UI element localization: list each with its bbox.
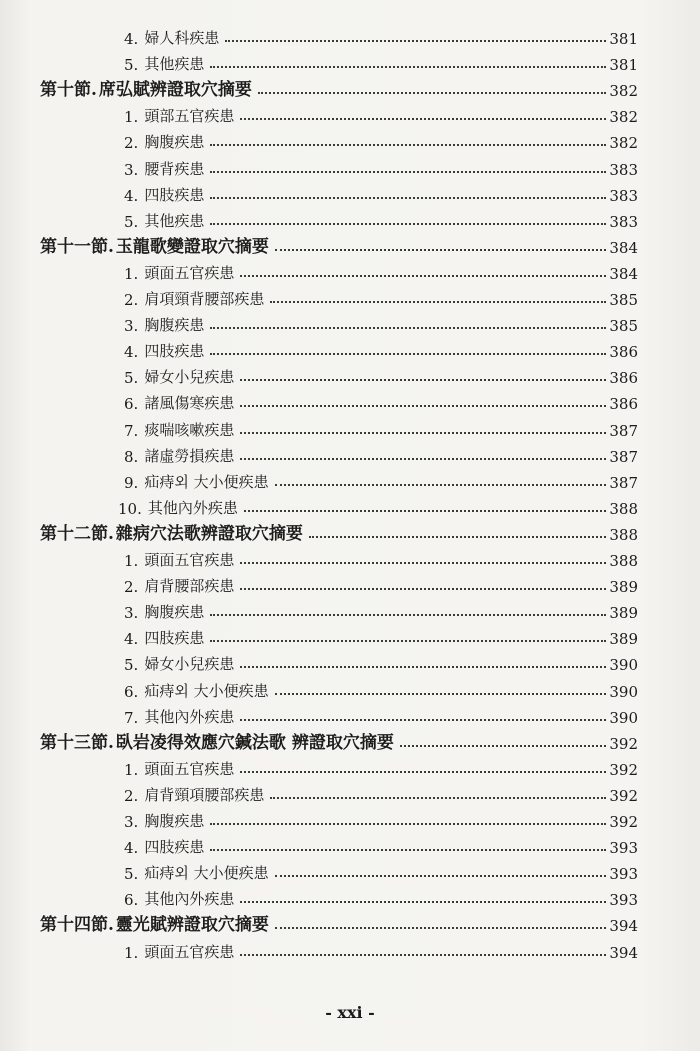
toc-entry-title: 其他疾患 [144, 55, 205, 74]
dot-leader [240, 117, 606, 120]
toc-item-row [124, 414, 638, 440]
dot-leader [240, 718, 606, 721]
dot-leader [240, 457, 606, 460]
toc-entry-number: 4. [124, 30, 139, 48]
toc-page-number: 392 [609, 734, 638, 753]
dot-leader [210, 170, 606, 173]
toc-entry-title: 肩背頸項腰部疾患 [144, 785, 265, 804]
dot-leader [210, 822, 606, 825]
toc-entry-number: 1. [124, 760, 139, 779]
toc-page-number: 383 [609, 212, 638, 231]
dot-leader [240, 953, 606, 956]
toc-entry-title: 其他內外疾患 [147, 498, 238, 517]
toc-item-row [124, 466, 638, 492]
toc-entry-number: 1. [124, 943, 139, 962]
toc-item-row [124, 283, 638, 309]
dot-leader [258, 91, 606, 94]
dot-leader [275, 692, 607, 695]
dot-leader [210, 352, 606, 355]
toc-entry-title: 四肢疾患 [144, 629, 205, 648]
toc-entry-number: 3. [124, 160, 139, 179]
toc-item-row [124, 361, 638, 387]
toc-entry-number: 1. [124, 108, 139, 127]
toc-page-number: 392 [609, 786, 638, 805]
toc-entry-number: 2. [124, 578, 139, 597]
toc-page-number: 387 [609, 447, 638, 466]
toc-item-row [124, 179, 638, 205]
toc-entry-number: 9. [124, 473, 139, 492]
toc-page-number: 389 [609, 630, 638, 649]
toc-page-number: 392 [609, 813, 638, 831]
toc-page-number: 388 [609, 499, 638, 518]
toc-item-row [124, 648, 638, 674]
toc-page-number: 382 [609, 82, 638, 101]
dot-leader [240, 770, 606, 773]
dot-leader [210, 65, 606, 68]
toc-entry-number: 5. [124, 656, 139, 675]
toc-entry-title: 疝痔외 大小便疾患 [144, 864, 269, 883]
toc-item-row [124, 100, 638, 126]
toc-entry-number: 第十三節. [40, 732, 114, 753]
toc-section-row [40, 727, 638, 753]
dot-leader [210, 143, 606, 146]
toc-page-number: 386 [609, 395, 638, 414]
toc-entry-title: 臥岩凌得效應穴鍼法歌 辨證取穴摘要 [115, 732, 394, 753]
dot-leader [275, 248, 606, 251]
toc-entry-number: 1. [124, 552, 139, 570]
toc-item-row [124, 48, 638, 74]
dot-leader [275, 874, 607, 877]
toc-entry-title: 腰背疾患 [144, 159, 205, 178]
toc-entry-number: 4. [124, 630, 139, 649]
toc-item-row [124, 335, 638, 361]
toc-item-row [124, 22, 638, 48]
toc-entry-title: 胸腹疾患 [144, 603, 205, 622]
toc-entry-number: 3. [124, 604, 139, 623]
toc-entry-title: 其他內外疾患 [144, 890, 235, 909]
toc-entry-title: 痰喘咳嗽疾患 [144, 420, 235, 439]
dot-leader [244, 509, 606, 512]
toc-item-row [124, 126, 638, 152]
dot-leader [270, 796, 606, 799]
toc-entry-title: 婦人科疾患 [144, 29, 220, 47]
dot-leader [240, 431, 606, 434]
toc-entry-title: 胸腹疾患 [144, 812, 205, 830]
page-footer-number: - xxi - [325, 1003, 375, 1022]
toc-page-number: 394 [609, 943, 638, 962]
toc-entry-number: 5. [124, 56, 139, 75]
dot-leader [210, 639, 606, 642]
toc-item-row [124, 205, 638, 231]
toc-entry-number: 5. [124, 369, 139, 388]
toc-entry-title: 肩項頸背腰部疾患 [144, 290, 265, 308]
toc-entry-number: 第十四節. [40, 915, 114, 936]
toc-entry-number: 3. [124, 317, 139, 336]
toc-item-row [124, 675, 638, 701]
toc-entry-title: 四肢疾患 [144, 838, 205, 857]
dot-leader [275, 483, 607, 486]
toc-item-row [124, 387, 638, 413]
toc-item-row [124, 570, 638, 596]
dot-leader [309, 535, 606, 538]
dot-leader [240, 274, 606, 277]
toc-page-number: 382 [609, 108, 638, 127]
toc-section-row [40, 909, 638, 935]
toc-entry-title: 頭部五官疾患 [144, 107, 235, 126]
toc-entry-number: 5. [124, 865, 139, 884]
toc-section-row [40, 74, 638, 100]
toc-entry-title: 胸腹疾患 [144, 316, 205, 335]
toc-entry-title: 肩背腰部疾患 [144, 577, 235, 596]
toc-item-row [124, 596, 638, 622]
toc-item-row [124, 936, 638, 962]
toc-entry-title: 婦女小兒疾患 [144, 368, 235, 387]
toc-entry-number: 5. [124, 212, 139, 231]
toc-page-number: 390 [609, 656, 638, 675]
dot-leader [400, 744, 607, 747]
toc-entry-title: 諸風傷寒疾患 [144, 394, 235, 413]
toc-item-row [124, 622, 638, 648]
toc-entry-number: 4. [124, 839, 139, 858]
toc-page-number: 384 [609, 238, 638, 257]
toc-item-row [124, 883, 638, 909]
toc-section-row [40, 231, 638, 257]
toc-entry-title: 靈光賦辨證取穴摘要 [115, 915, 269, 936]
dot-leader [240, 404, 606, 407]
dot-leader [210, 613, 606, 616]
toc-entry-number: 2. [124, 291, 139, 309]
toc-entry-number: 4. [124, 343, 139, 362]
toc-item-row [124, 544, 638, 570]
toc-page-number: 386 [609, 369, 638, 388]
toc-item-row [124, 309, 638, 335]
toc-entry-title: 頭面五官疾患 [144, 759, 235, 778]
toc-entry-title: 其他疾患 [144, 211, 205, 230]
toc-entry-number: 6. [124, 682, 139, 701]
toc-page-number: 381 [609, 56, 638, 75]
dot-leader [210, 848, 606, 851]
toc-page-number: 384 [609, 264, 638, 283]
toc-page-number: 390 [609, 682, 638, 701]
dot-leader [240, 561, 606, 564]
toc-page-number: 390 [609, 708, 638, 727]
dot-leader [210, 326, 606, 329]
toc-item-row [124, 257, 638, 283]
toc-entry-title: 疝痔외 大小便疾患 [144, 681, 269, 700]
toc-page-number: 383 [609, 160, 638, 179]
toc-page-number: 389 [609, 578, 638, 597]
dot-leader [240, 378, 606, 381]
toc-entry-number: 第十二節. [40, 523, 114, 544]
dot-leader [240, 900, 606, 903]
toc-page-number: 393 [609, 865, 638, 884]
toc-entry-title: 四肢疾患 [144, 185, 205, 204]
toc-item-row [124, 701, 638, 727]
toc-entry-number: 1. [124, 264, 139, 283]
toc-item-row [124, 831, 638, 857]
toc-entry-title: 其他內外疾患 [144, 707, 235, 726]
toc-page-number: 388 [609, 552, 638, 570]
toc-page-number: 386 [609, 343, 638, 362]
toc-entry-title: 諸虛勞損疾患 [144, 446, 235, 465]
toc-entry-title: 疝痔외 大小便疾患 [144, 472, 269, 491]
dot-leader [240, 587, 606, 590]
dot-leader [210, 196, 606, 199]
toc-page-number: 387 [609, 473, 638, 492]
toc-entry-number: 第十節. [40, 80, 97, 101]
toc-entry-title: 頭面五官疾患 [144, 942, 235, 961]
toc-entry-number: 7. [124, 421, 139, 440]
toc-entry-title: 席弘賦辨證取穴摘要 [98, 80, 252, 101]
toc-page-number: 393 [609, 839, 638, 858]
toc-entry-number: 4. [124, 186, 139, 205]
toc-entry-number: 6. [124, 395, 139, 414]
dot-leader [225, 39, 606, 42]
toc-page-number: 383 [609, 186, 638, 205]
toc-item-row [124, 857, 638, 883]
toc-page-number: 385 [609, 291, 638, 309]
toc-item-row [124, 805, 638, 831]
toc-entry-title: 胸腹疾患 [144, 133, 205, 152]
dot-leader [210, 222, 606, 225]
toc-item-row [124, 440, 638, 466]
toc-item-row [124, 779, 638, 805]
toc-entry-number: 8. [124, 447, 139, 466]
toc-page-number: 388 [609, 525, 638, 544]
toc-entry-title: 頭面五官疾患 [144, 263, 235, 282]
toc-item-row [124, 753, 638, 779]
toc-page-number: 387 [609, 421, 638, 440]
toc-entry-title: 四肢疾患 [144, 342, 205, 361]
dot-leader [275, 926, 606, 929]
dot-leader [270, 300, 606, 303]
toc-entry-number: 7. [124, 708, 139, 727]
toc-item-row [118, 492, 638, 518]
toc-page-number: 394 [609, 917, 638, 936]
toc-entry-number: 3. [124, 813, 139, 831]
toc-item-row [124, 153, 638, 179]
toc-entry-title: 玉龍歌變證取穴摘要 [115, 236, 269, 257]
toc-page-number: 381 [609, 30, 638, 48]
toc-entry-title: 婦女小兒疾患 [144, 655, 235, 674]
toc-section-row [40, 518, 638, 544]
toc-entry-number: 10. [118, 499, 142, 518]
toc-entry-number: 第十一節. [40, 236, 114, 257]
toc-page-number: 393 [609, 891, 638, 910]
toc-page-number: 385 [609, 317, 638, 336]
toc-entry-number: 2. [124, 786, 139, 805]
toc-page-number: 382 [609, 134, 638, 153]
toc-entry-number: 2. [124, 134, 139, 153]
toc-entry-title: 頭面五官疾患 [144, 551, 235, 569]
toc-page-number: 389 [609, 604, 638, 623]
dot-leader [240, 665, 606, 668]
toc-entry-number: 6. [124, 891, 139, 910]
toc-page-number: 392 [609, 760, 638, 779]
toc-entry-title: 雜病穴法歌辨證取穴摘要 [115, 523, 303, 544]
